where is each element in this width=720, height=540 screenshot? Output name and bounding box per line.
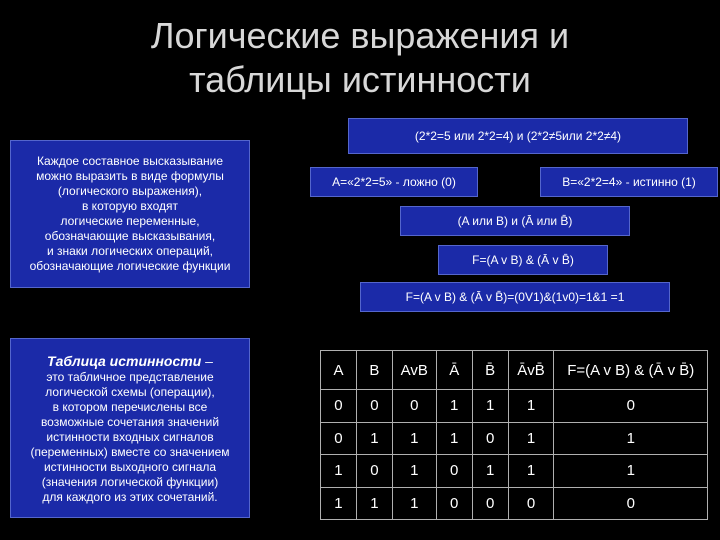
truth-table-heading-dash: –	[201, 352, 213, 369]
table-cell: 1	[392, 487, 436, 520]
table-cell: 1	[508, 422, 554, 455]
b-definition-box	[540, 167, 718, 197]
description-line: логические переменные,	[60, 214, 200, 228]
truth-table	[320, 350, 708, 520]
table-cell: 1	[472, 455, 508, 488]
truth-description-line: истинности выходного сигнала	[43, 459, 217, 474]
table-cell: 1	[554, 422, 708, 455]
table-cell: 1	[554, 455, 708, 488]
table-cell: 1	[508, 455, 554, 488]
truth-table-heading-term: Таблица истинности	[47, 352, 202, 369]
f-formula-box	[438, 245, 608, 275]
header-cell-not-b: B̄	[472, 351, 508, 390]
header-cell-b: B	[356, 351, 392, 390]
table-row	[321, 390, 708, 423]
table-cell: 0	[436, 487, 472, 520]
b-definition-text: B=«2*2=4» - истинно (1)	[562, 175, 696, 189]
description-line: обозначающие высказывания,	[44, 229, 216, 243]
description-line: и знаки логических операций,	[46, 244, 214, 258]
table-cell: 1	[436, 422, 472, 455]
table-row	[321, 487, 708, 520]
table-cell: 0	[554, 487, 708, 520]
header-cell-not-a: Ā	[436, 351, 472, 390]
description-line: (логического выражения),	[57, 184, 203, 198]
compound-statement-description	[10, 140, 250, 288]
truth-table-description	[10, 338, 250, 518]
table-cell: 1	[436, 390, 472, 423]
table-cell: 0	[321, 390, 357, 423]
truth-description-line: это табличное представление	[46, 369, 214, 384]
expression-text: (2*2=5 или 2*2=4) и (2*2≠5или 2*2≠4)	[414, 129, 622, 143]
general-formula-text: (A или B) и (Ā или B̄)	[457, 214, 573, 228]
description-line: Каждое составное высказывание	[37, 154, 223, 168]
truth-description-line: (значения логической функции)	[41, 474, 219, 489]
header-cell-a-or-b: AvB	[392, 351, 436, 390]
expression-box	[348, 118, 688, 154]
description-line: можно выразить в виде формулы	[36, 169, 224, 183]
description-line: в которую входят	[81, 199, 179, 213]
truth-description-line: логической схемы (операции),	[45, 384, 215, 399]
truth-table-heading	[47, 352, 213, 370]
table-cell: 1	[356, 422, 392, 455]
general-formula-box	[400, 206, 630, 236]
slide-title	[40, 14, 680, 102]
header-cell-f: F=(A v B) & (Ā v B̄)	[554, 351, 708, 390]
table-cell: 1	[356, 487, 392, 520]
table-cell: 0	[554, 390, 708, 423]
truth-description-line: истинности входных сигналов	[46, 429, 214, 444]
table-row	[321, 422, 708, 455]
truth-description-line: (переменных) вместе со значением	[30, 444, 230, 459]
table-cell: 0	[321, 422, 357, 455]
table-row	[321, 455, 708, 488]
header-cell-not-a-or-not-b: ĀvB̄	[508, 351, 554, 390]
table-cell: 1	[392, 455, 436, 488]
evaluation-box	[360, 282, 670, 312]
f-formula-text: F=(A v B) & (Ā v B̄)	[472, 253, 574, 267]
truth-description-line: в котором перечислены все	[52, 399, 208, 414]
table-cell: 0	[508, 487, 554, 520]
a-definition-box	[310, 167, 478, 197]
slide-title-line-2: таблицы истинности	[189, 59, 531, 100]
table-cell: 0	[436, 455, 472, 488]
table-cell: 0	[472, 422, 508, 455]
table-cell: 0	[472, 487, 508, 520]
truth-description-line: для каждого из этих сочетаний.	[42, 489, 218, 504]
table-cell: 1	[508, 390, 554, 423]
truth-description-line: возможные сочетания значений	[40, 414, 220, 429]
table-cell: 0	[392, 390, 436, 423]
table-cell: 0	[356, 455, 392, 488]
table-cell: 1	[472, 390, 508, 423]
table-header-row	[321, 351, 708, 390]
table-cell: 1	[392, 422, 436, 455]
slide-title-line-1: Логические выражения и	[150, 15, 570, 56]
evaluation-text: F=(A v B) & (Ā v B̄)=(0V1)&(1v0)=1&1 =1	[405, 290, 625, 304]
table-cell: 0	[356, 390, 392, 423]
a-definition-text: A=«2*2=5» - ложно (0)	[332, 175, 456, 189]
table-cell: 1	[321, 487, 357, 520]
description-line: обозначающие логические функции	[29, 259, 231, 273]
table-cell: 1	[321, 455, 357, 488]
header-cell-a: A	[321, 351, 357, 390]
